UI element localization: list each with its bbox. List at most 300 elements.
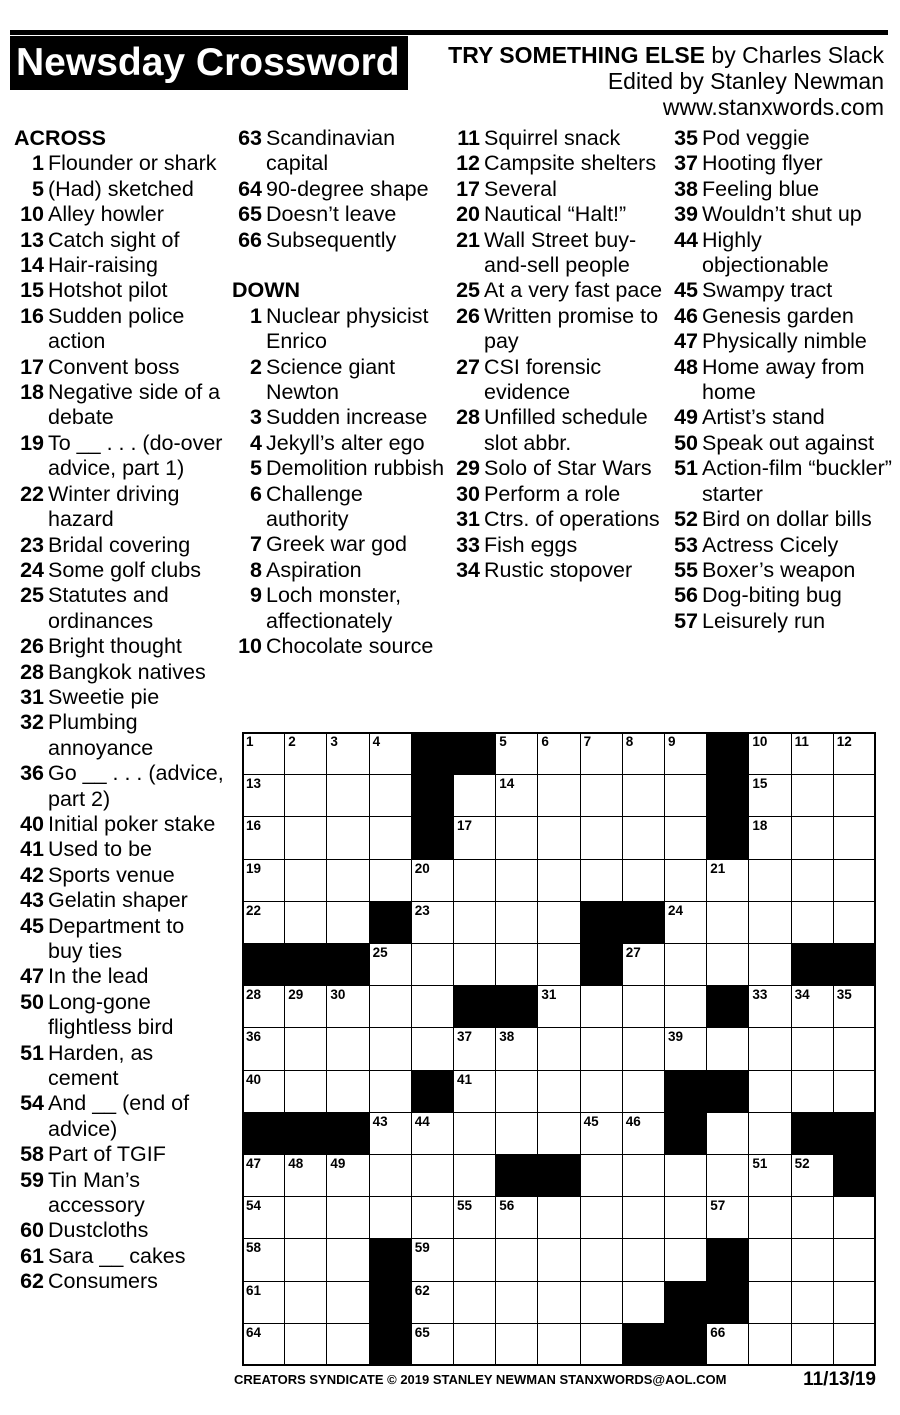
grid-cell[interactable]	[326, 1154, 369, 1197]
grid-cell[interactable]	[369, 859, 412, 902]
across-clue[interactable]	[14, 660, 224, 685]
clue-column-3	[450, 126, 665, 583]
grid-cell[interactable]	[748, 732, 791, 775]
grid-cell[interactable]	[495, 816, 538, 859]
down-clue[interactable]	[450, 202, 665, 227]
grid-cell[interactable]	[537, 732, 580, 775]
grid-cell[interactable]	[580, 1112, 623, 1155]
grid-cell[interactable]	[242, 1281, 285, 1324]
grid-cell[interactable]	[453, 1112, 496, 1155]
grid-cell[interactable]	[791, 774, 834, 817]
down-clue[interactable]	[668, 304, 893, 329]
grid-cell[interactable]	[537, 1196, 580, 1239]
across-clue[interactable]	[14, 177, 224, 202]
grid-cell[interactable]	[833, 1027, 876, 1070]
grid-cell[interactable]	[748, 1154, 791, 1197]
grid-cell[interactable]	[580, 859, 623, 902]
grid-cell[interactable]	[284, 732, 327, 775]
grid-cell[interactable]	[664, 1154, 707, 1197]
grid-cell[interactable]	[664, 943, 707, 986]
down-clue[interactable]	[668, 405, 893, 430]
grid-cell[interactable]	[537, 1027, 580, 1070]
grid-cell[interactable]	[748, 1323, 791, 1366]
across-clue[interactable]	[14, 355, 224, 380]
grid-cell[interactable]	[284, 901, 327, 944]
grid-cell[interactable]	[748, 1070, 791, 1113]
down-clue[interactable]	[232, 405, 447, 430]
grid-cell[interactable]	[791, 985, 834, 1028]
cell-number: 66	[710, 1324, 726, 1340]
black-square	[833, 943, 876, 986]
grid-cell[interactable]	[664, 816, 707, 859]
grid-cell[interactable]	[622, 732, 665, 775]
grid-cell[interactable]	[495, 774, 538, 817]
grid-cell[interactable]	[242, 1323, 285, 1366]
across-clue[interactable]	[14, 812, 224, 837]
grid-cell[interactable]	[622, 1070, 665, 1113]
grid-cell[interactable]	[664, 732, 707, 775]
grid-cell[interactable]	[369, 1154, 412, 1197]
across-clue[interactable]	[14, 837, 224, 862]
down-clue[interactable]	[668, 228, 893, 279]
grid-cell[interactable]	[284, 1323, 327, 1366]
down-clue[interactable]	[668, 151, 893, 176]
across-clue[interactable]	[14, 228, 224, 253]
grid-cell[interactable]	[369, 1196, 412, 1239]
across-clue[interactable]	[14, 1244, 224, 1269]
grid-cell[interactable]	[326, 1323, 369, 1366]
down-clue[interactable]	[232, 558, 447, 583]
cell-number: 22	[246, 902, 262, 918]
grid-cell[interactable]	[748, 943, 791, 986]
clue-text: Artist’s stand	[702, 405, 825, 430]
grid-cell[interactable]	[537, 859, 580, 902]
down-clue[interactable]	[232, 583, 447, 634]
grid-cell[interactable]	[537, 943, 580, 986]
down-clue[interactable]	[668, 583, 893, 608]
down-clue[interactable]	[232, 532, 447, 557]
down-clue[interactable]	[450, 126, 665, 151]
across-clue[interactable]	[14, 863, 224, 888]
grid-cell[interactable]	[242, 985, 285, 1028]
grid-cell[interactable]	[369, 816, 412, 859]
down-clue[interactable]	[232, 482, 447, 533]
grid-cell[interactable]	[748, 1281, 791, 1324]
grid-cell[interactable]	[580, 1070, 623, 1113]
clue-text: Fish eggs	[484, 532, 578, 557]
grid-cell[interactable]	[748, 1238, 791, 1281]
down-clue[interactable]	[668, 558, 893, 583]
clue-number: 65	[238, 202, 262, 227]
down-clue[interactable]	[668, 533, 893, 558]
grid-cell[interactable]	[748, 1112, 791, 1155]
grid-cell[interactable]	[326, 732, 369, 775]
grid-cell[interactable]	[495, 732, 538, 775]
grid-cell[interactable]	[833, 1238, 876, 1281]
across-clue[interactable]	[14, 1041, 224, 1092]
down-clue[interactable]	[668, 329, 893, 354]
grid-cell[interactable]	[622, 1027, 665, 1070]
grid-cell[interactable]	[495, 1027, 538, 1070]
across-clue[interactable]	[14, 253, 224, 278]
cell-number: 26	[583, 945, 599, 960]
across-clue[interactable]	[14, 1091, 224, 1142]
grid-cell[interactable]	[622, 1154, 665, 1197]
across-clue[interactable]	[14, 888, 224, 913]
grid-cell[interactable]	[748, 985, 791, 1028]
grid-cell[interactable]	[326, 1196, 369, 1239]
grid-cell[interactable]	[242, 1154, 285, 1197]
grid-cell[interactable]	[242, 1070, 285, 1113]
grid-cell[interactable]	[369, 1027, 412, 1070]
grid-cell[interactable]	[622, 943, 665, 986]
across-clue[interactable]	[14, 482, 224, 533]
across-clue[interactable]	[232, 202, 447, 227]
clue-number: 42	[20, 862, 44, 887]
grid-cell[interactable]	[622, 1281, 665, 1324]
grid-cell[interactable]	[284, 1196, 327, 1239]
across-clue[interactable]	[14, 558, 224, 583]
down-clue[interactable]	[450, 151, 665, 176]
crossword-grid[interactable]	[242, 732, 875, 1365]
down-clue[interactable]	[232, 431, 447, 456]
grid-cell[interactable]	[369, 943, 412, 986]
grid-cell[interactable]	[537, 1281, 580, 1324]
across-clue[interactable]	[14, 964, 224, 989]
grid-cell[interactable]	[706, 943, 749, 986]
down-clue[interactable]	[668, 507, 893, 532]
grid-cell[interactable]	[411, 985, 454, 1028]
grid-cell[interactable]	[411, 1281, 454, 1324]
grid-cell[interactable]	[833, 859, 876, 902]
cell-number: 39	[668, 1029, 684, 1045]
grid-cell[interactable]	[242, 901, 285, 944]
grid-cell[interactable]	[622, 774, 665, 817]
clue-number: 35	[674, 126, 698, 150]
grid-cell[interactable]	[706, 1323, 749, 1366]
grid-cell[interactable]	[453, 816, 496, 859]
down-clue[interactable]	[668, 278, 893, 303]
grid-cell[interactable]	[833, 1196, 876, 1239]
grid-cell[interactable]	[369, 732, 412, 775]
grid-cell[interactable]	[791, 1154, 834, 1197]
grid-cell[interactable]	[580, 816, 623, 859]
grid-cell[interactable]	[791, 901, 834, 944]
down-clue[interactable]	[668, 202, 893, 227]
down-clue[interactable]	[450, 405, 665, 456]
clue-text: Pod veggie	[702, 126, 810, 150]
down-clue[interactable]	[232, 456, 447, 481]
grid-cell[interactable]	[833, 985, 876, 1028]
across-clue[interactable]	[14, 1269, 224, 1294]
grid-cell[interactable]	[664, 1196, 707, 1239]
down-clue[interactable]	[450, 177, 665, 202]
grid-cell[interactable]	[791, 1323, 834, 1366]
grid-cell[interactable]	[326, 1070, 369, 1113]
clue-number: 31	[20, 684, 44, 709]
grid-cell[interactable]	[453, 1070, 496, 1113]
grid-cell[interactable]	[284, 774, 327, 817]
grid-cell[interactable]	[748, 816, 791, 859]
grid-cell[interactable]	[748, 1027, 791, 1070]
across-clue[interactable]	[14, 278, 224, 303]
grid-cell[interactable]	[453, 859, 496, 902]
cell-number: 65	[414, 1324, 430, 1340]
down-clue[interactable]	[668, 355, 893, 406]
grid-cell[interactable]	[791, 1027, 834, 1070]
grid-cell[interactable]	[537, 1112, 580, 1155]
grid-cell[interactable]	[411, 1154, 454, 1197]
across-clue[interactable]	[14, 304, 224, 355]
grid-cell[interactable]	[622, 816, 665, 859]
grid-cell[interactable]	[369, 1112, 412, 1155]
grid-cell[interactable]	[284, 1281, 327, 1324]
grid-cell[interactable]	[326, 1238, 369, 1281]
grid-cell[interactable]	[537, 901, 580, 944]
across-clue[interactable]	[14, 990, 224, 1041]
across-clue[interactable]	[14, 634, 224, 659]
grid-cell[interactable]	[537, 1238, 580, 1281]
grid-cell[interactable]	[411, 943, 454, 986]
black-square	[326, 1112, 369, 1155]
grid-cell[interactable]	[284, 985, 327, 1028]
grid-cell[interactable]	[453, 1281, 496, 1324]
grid-cell[interactable]	[706, 1027, 749, 1070]
grid-cell[interactable]	[580, 1154, 623, 1197]
grid-cell[interactable]	[326, 774, 369, 817]
grid-cell[interactable]	[242, 816, 285, 859]
clue-number: 20	[456, 202, 480, 227]
grid-cell[interactable]	[411, 1196, 454, 1239]
black-square	[791, 1112, 834, 1155]
grid-cell[interactable]	[580, 774, 623, 817]
grid-cell[interactable]	[791, 859, 834, 902]
grid-cell[interactable]	[580, 732, 623, 775]
grid-cell[interactable]	[664, 859, 707, 902]
grid-cell[interactable]	[411, 1112, 454, 1155]
grid-cell[interactable]	[326, 816, 369, 859]
grid-cell[interactable]	[495, 1238, 538, 1281]
across-clue[interactable]	[232, 177, 447, 202]
grid-cell[interactable]	[453, 1238, 496, 1281]
grid-cell[interactable]	[242, 1196, 285, 1239]
across-clue[interactable]	[14, 202, 224, 227]
grid-cell[interactable]	[453, 1154, 496, 1197]
across-clue[interactable]	[14, 761, 224, 812]
grid-cell[interactable]	[242, 732, 285, 775]
grid-cell[interactable]	[411, 1238, 454, 1281]
down-clue[interactable]	[450, 533, 665, 558]
grid-cell[interactable]	[284, 1154, 327, 1197]
grid-cell[interactable]	[284, 1027, 327, 1070]
grid-cell[interactable]	[411, 1323, 454, 1366]
grid-cell[interactable]	[833, 1281, 876, 1324]
grid-cell[interactable]	[284, 859, 327, 902]
grid-cell[interactable]	[453, 774, 496, 817]
clue-number: 13	[20, 227, 44, 252]
grid-cell[interactable]	[326, 1027, 369, 1070]
grid-cell[interactable]	[833, 1070, 876, 1113]
down-clue[interactable]	[450, 304, 665, 355]
grid-cell[interactable]	[748, 901, 791, 944]
grid-cell[interactable]	[791, 1070, 834, 1113]
down-clue[interactable]	[450, 456, 665, 481]
grid-cell[interactable]	[833, 732, 876, 775]
grid-cell[interactable]	[537, 816, 580, 859]
across-clue[interactable]	[14, 1218, 224, 1243]
grid-cell[interactable]	[495, 1112, 538, 1155]
down-clue[interactable]	[668, 609, 893, 634]
grid-cell[interactable]	[706, 1196, 749, 1239]
across-clue[interactable]	[232, 228, 447, 253]
grid-cell[interactable]	[580, 1281, 623, 1324]
grid-cell[interactable]	[622, 985, 665, 1028]
grid-cell[interactable]	[453, 1196, 496, 1239]
down-clue[interactable]	[668, 456, 893, 507]
grid-cell[interactable]	[664, 985, 707, 1028]
grid-cell[interactable]	[495, 943, 538, 986]
across-clue[interactable]	[14, 914, 224, 965]
across-clue[interactable]	[14, 431, 224, 482]
down-clue[interactable]	[450, 278, 665, 303]
grid-cell[interactable]	[706, 1154, 749, 1197]
across-clue[interactable]	[14, 685, 224, 710]
clue-number: 58	[20, 1142, 44, 1167]
grid-cell[interactable]	[453, 1323, 496, 1366]
down-clue[interactable]	[232, 634, 447, 659]
grid-cell[interactable]	[833, 774, 876, 817]
grid-cell[interactable]	[537, 774, 580, 817]
grid-cell[interactable]	[326, 859, 369, 902]
grid-cell[interactable]	[791, 732, 834, 775]
grid-cell[interactable]	[748, 1196, 791, 1239]
grid-cell[interactable]	[791, 1238, 834, 1281]
grid-cell[interactable]	[580, 1196, 623, 1239]
grid-cell[interactable]	[791, 1196, 834, 1239]
clue-number: 27	[456, 354, 480, 379]
grid-cell[interactable]	[284, 1070, 327, 1113]
down-clue[interactable]	[450, 507, 665, 532]
black-square	[326, 943, 369, 986]
grid-cell[interactable]	[326, 1281, 369, 1324]
clue-text: Actress Cicely	[702, 532, 839, 557]
grid-cell[interactable]	[622, 859, 665, 902]
cell-number: 45	[583, 1113, 599, 1129]
grid-cell[interactable]	[748, 859, 791, 902]
across-clue[interactable]	[14, 583, 224, 634]
grid-cell[interactable]	[411, 901, 454, 944]
grid-cell[interactable]	[284, 816, 327, 859]
grid-cell[interactable]	[580, 1027, 623, 1070]
grid-cell[interactable]	[664, 1027, 707, 1070]
across-clue[interactable]	[14, 380, 224, 431]
cell-number: 64	[246, 1324, 262, 1340]
grid-cell[interactable]	[833, 1323, 876, 1366]
grid-cell[interactable]	[791, 1281, 834, 1324]
clue-number: 28	[456, 405, 480, 430]
grid-cell[interactable]	[242, 1238, 285, 1281]
grid-cell[interactable]	[706, 1112, 749, 1155]
grid-cell[interactable]	[411, 859, 454, 902]
down-clue[interactable]	[668, 177, 893, 202]
grid-cell[interactable]	[706, 859, 749, 902]
down-clue[interactable]	[232, 355, 447, 406]
grid-cell[interactable]	[495, 901, 538, 944]
down-clue[interactable]	[450, 558, 665, 583]
grid-cell[interactable]	[495, 1323, 538, 1366]
grid-cell[interactable]	[622, 1112, 665, 1155]
cell-number: 18	[752, 818, 768, 834]
grid-cell[interactable]	[242, 1027, 285, 1070]
grid-cell[interactable]	[580, 985, 623, 1028]
clue-text: Used to be	[48, 837, 152, 862]
down-clue[interactable]	[450, 228, 665, 279]
down-clue[interactable]	[668, 126, 893, 151]
grid-cell[interactable]	[580, 1238, 623, 1281]
cell-number: 56	[499, 1198, 515, 1214]
grid-cell[interactable]	[664, 901, 707, 944]
clue-number: 19	[20, 430, 44, 455]
grid-cell[interactable]	[326, 901, 369, 944]
grid-cell[interactable]	[622, 1238, 665, 1281]
cell-number: 59	[414, 1240, 430, 1256]
grid-cell[interactable]	[369, 1070, 412, 1113]
grid-cell[interactable]	[580, 1323, 623, 1366]
across-clue[interactable]	[14, 151, 224, 176]
grid-cell[interactable]	[537, 985, 580, 1028]
grid-cell[interactable]	[833, 816, 876, 859]
grid-cell[interactable]	[495, 1070, 538, 1113]
grid-cell[interactable]	[495, 1281, 538, 1324]
across-clue[interactable]	[14, 1142, 224, 1167]
grid-cell[interactable]	[791, 816, 834, 859]
clue-number: 32	[20, 710, 44, 735]
grid-cell[interactable]	[369, 774, 412, 817]
grid-cell[interactable]	[453, 943, 496, 986]
grid-cell[interactable]	[664, 1238, 707, 1281]
grid-cell[interactable]	[242, 774, 285, 817]
grid-cell[interactable]	[664, 774, 707, 817]
grid-cell[interactable]	[411, 1027, 454, 1070]
grid-cell[interactable]	[833, 901, 876, 944]
down-clue[interactable]	[232, 304, 447, 355]
cell-number: 23	[414, 902, 430, 918]
grid-cell[interactable]	[284, 1238, 327, 1281]
down-clue[interactable]	[450, 482, 665, 507]
grid-cell[interactable]	[242, 859, 285, 902]
grid-cell[interactable]	[537, 1323, 580, 1366]
across-clue[interactable]	[14, 533, 224, 558]
grid-cell[interactable]	[622, 1196, 665, 1239]
across-clue[interactable]	[14, 1168, 224, 1219]
cell-number: 17	[457, 818, 473, 834]
grid-cell[interactable]	[453, 901, 496, 944]
across-clue[interactable]	[232, 126, 447, 177]
across-clue[interactable]	[14, 710, 224, 761]
grid-cell[interactable]	[369, 985, 412, 1028]
grid-cell[interactable]	[748, 774, 791, 817]
grid-cell[interactable]	[453, 1027, 496, 1070]
grid-cell[interactable]	[326, 985, 369, 1028]
grid-cell[interactable]	[537, 1070, 580, 1113]
clue-text: Alley howler	[48, 202, 164, 227]
down-clue[interactable]	[450, 355, 665, 406]
grid-cell[interactable]	[706, 901, 749, 944]
clue-text: Genesis garden	[702, 303, 854, 328]
down-clue[interactable]	[668, 431, 893, 456]
grid-cell[interactable]	[495, 859, 538, 902]
grid-cell[interactable]	[495, 1196, 538, 1239]
